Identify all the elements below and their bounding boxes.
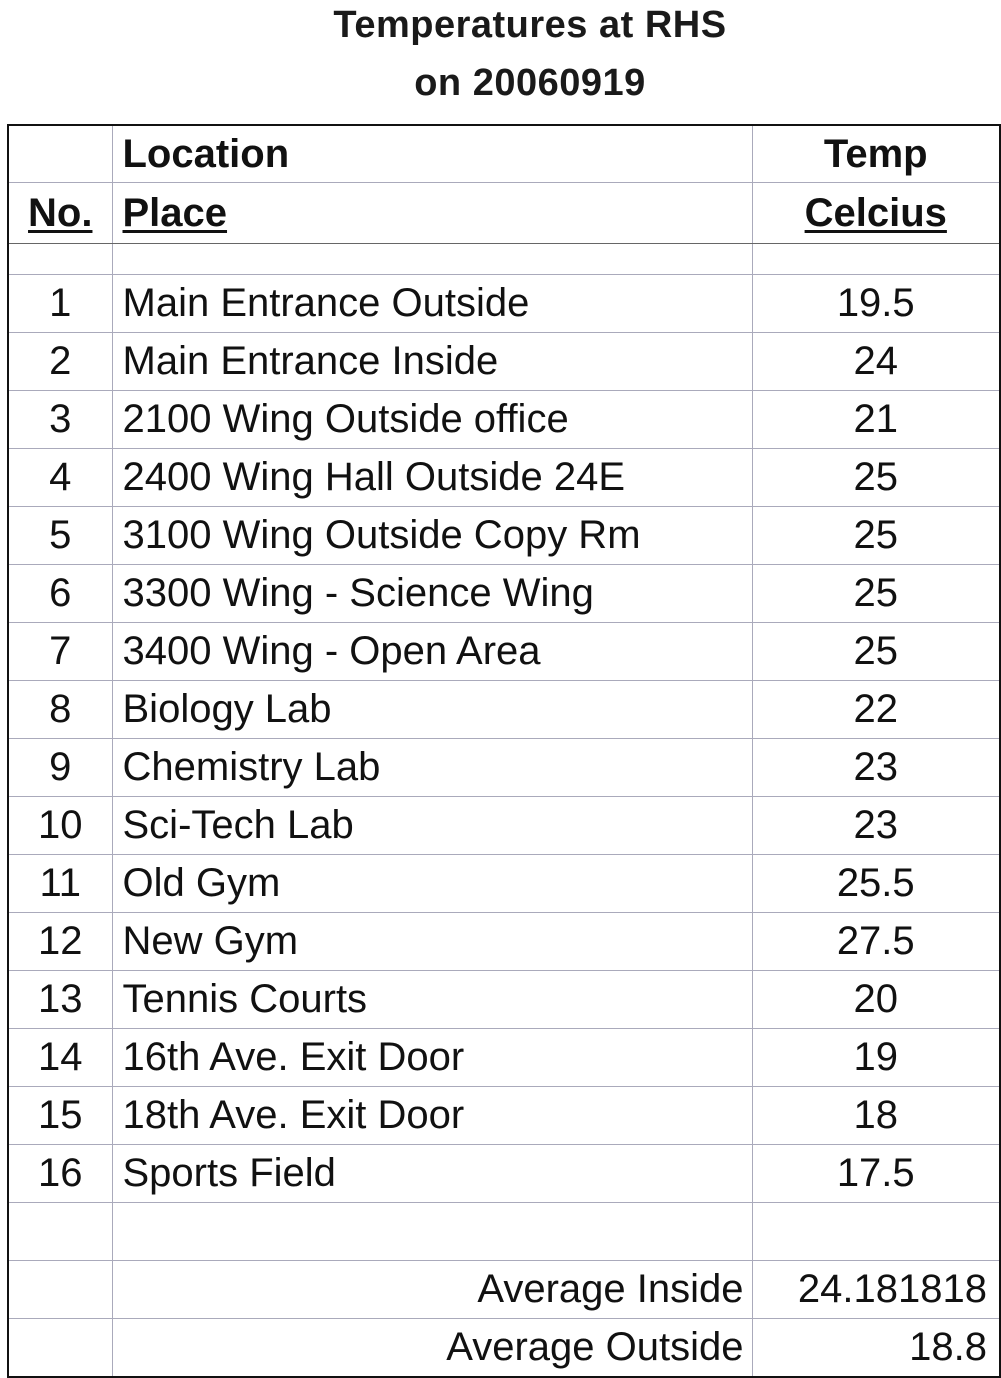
row-temp: 21 <box>752 391 1000 449</box>
row-temp: 19.5 <box>752 275 1000 333</box>
row-number: 2 <box>8 333 112 391</box>
table-row <box>8 1029 1000 1087</box>
header-temp: Temp <box>752 125 1000 183</box>
header-no: No. <box>28 190 93 235</box>
row-number: 5 <box>8 507 112 565</box>
row-place: Sci-Tech Lab <box>112 797 752 855</box>
row-place: New Gym <box>112 913 752 971</box>
row-number: 11 <box>8 855 112 913</box>
row-place: Main Entrance Inside <box>112 333 752 391</box>
header-location: Location <box>112 125 752 183</box>
table-row <box>8 855 1000 913</box>
table-row <box>8 623 1000 681</box>
header-celcius: Celcius <box>804 190 947 235</box>
spacer-cell <box>8 244 112 275</box>
row-place: Tennis Courts <box>112 971 752 1029</box>
header-place: Place <box>122 190 228 235</box>
header-row-2 <box>8 183 1000 244</box>
spacer-cell <box>112 1203 752 1261</box>
row-place: Chemistry Lab <box>112 739 752 797</box>
header-celcius-cell <box>752 183 1000 244</box>
row-place: 3400 Wing - Open Area <box>112 623 752 681</box>
table-row <box>8 739 1000 797</box>
blank-cell <box>8 1319 112 1378</box>
table-row <box>8 1145 1000 1203</box>
page-subtitle-date: on 20060919 <box>414 62 646 104</box>
table-body <box>8 125 1000 1377</box>
row-place: Biology Lab <box>112 681 752 739</box>
table-row <box>8 391 1000 449</box>
row-place: Old Gym <box>112 855 752 913</box>
row-place: Sports Field <box>112 1145 752 1203</box>
row-place: 18th Ave. Exit Door <box>112 1087 752 1145</box>
header-row-1 <box>8 125 1000 183</box>
spacer-cell <box>752 244 1000 275</box>
row-number: 4 <box>8 449 112 507</box>
blank-cell <box>8 1261 112 1319</box>
spacer-cell <box>8 1203 112 1261</box>
page-title: Temperatures at RHS <box>333 4 727 46</box>
row-temp: 22 <box>752 681 1000 739</box>
row-temp: 25 <box>752 449 1000 507</box>
table-row <box>8 507 1000 565</box>
table-row <box>8 275 1000 333</box>
spacer-row <box>8 244 1000 275</box>
average-inside-row <box>8 1261 1000 1319</box>
row-temp: 20 <box>752 971 1000 1029</box>
row-place: 2400 Wing Hall Outside 24E <box>112 449 752 507</box>
row-place: Main Entrance Outside <box>112 275 752 333</box>
row-number: 1 <box>8 275 112 333</box>
row-temp: 25 <box>752 507 1000 565</box>
average-outside-label: Average Outside <box>112 1319 752 1378</box>
table-row <box>8 681 1000 739</box>
table-row <box>8 971 1000 1029</box>
row-number: 12 <box>8 913 112 971</box>
row-temp: 25.5 <box>752 855 1000 913</box>
row-place: 3300 Wing - Science Wing <box>112 565 752 623</box>
header-no-cell <box>8 183 112 244</box>
table-row <box>8 913 1000 971</box>
row-temp: 19 <box>752 1029 1000 1087</box>
row-temp: 24 <box>752 333 1000 391</box>
row-number: 14 <box>8 1029 112 1087</box>
row-number: 6 <box>8 565 112 623</box>
row-number: 10 <box>8 797 112 855</box>
row-temp: 27.5 <box>752 913 1000 971</box>
row-place: 16th Ave. Exit Door <box>112 1029 752 1087</box>
table-row <box>8 565 1000 623</box>
header-place-cell <box>112 183 752 244</box>
row-temp: 25 <box>752 565 1000 623</box>
row-number: 8 <box>8 681 112 739</box>
row-number: 3 <box>8 391 112 449</box>
table-row <box>8 1087 1000 1145</box>
temperature-table <box>7 124 1001 1378</box>
spacer-cell <box>112 244 752 275</box>
table-row <box>8 333 1000 391</box>
row-number: 15 <box>8 1087 112 1145</box>
row-number: 13 <box>8 971 112 1029</box>
row-number: 16 <box>8 1145 112 1203</box>
average-outside-value: 18.8 <box>909 1325 987 1369</box>
table-row <box>8 797 1000 855</box>
row-number: 7 <box>8 623 112 681</box>
row-temp: 23 <box>752 739 1000 797</box>
row-temp: 17.5 <box>752 1145 1000 1203</box>
header-blank-cell <box>8 125 112 183</box>
row-place: 2100 Wing Outside office <box>112 391 752 449</box>
row-place: 3100 Wing Outside Copy Rm <box>112 507 752 565</box>
row-temp: 25 <box>752 623 1000 681</box>
row-number: 9 <box>8 739 112 797</box>
average-outside-row <box>8 1319 1000 1378</box>
table-row <box>8 449 1000 507</box>
row-temp: 23 <box>752 797 1000 855</box>
average-inside-value: 24.181818 <box>752 1261 1000 1319</box>
row-temp: 18 <box>752 1087 1000 1145</box>
spacer-cell <box>752 1203 1000 1261</box>
spacer-row <box>8 1203 1000 1261</box>
average-inside-label: Average Inside <box>112 1261 752 1319</box>
